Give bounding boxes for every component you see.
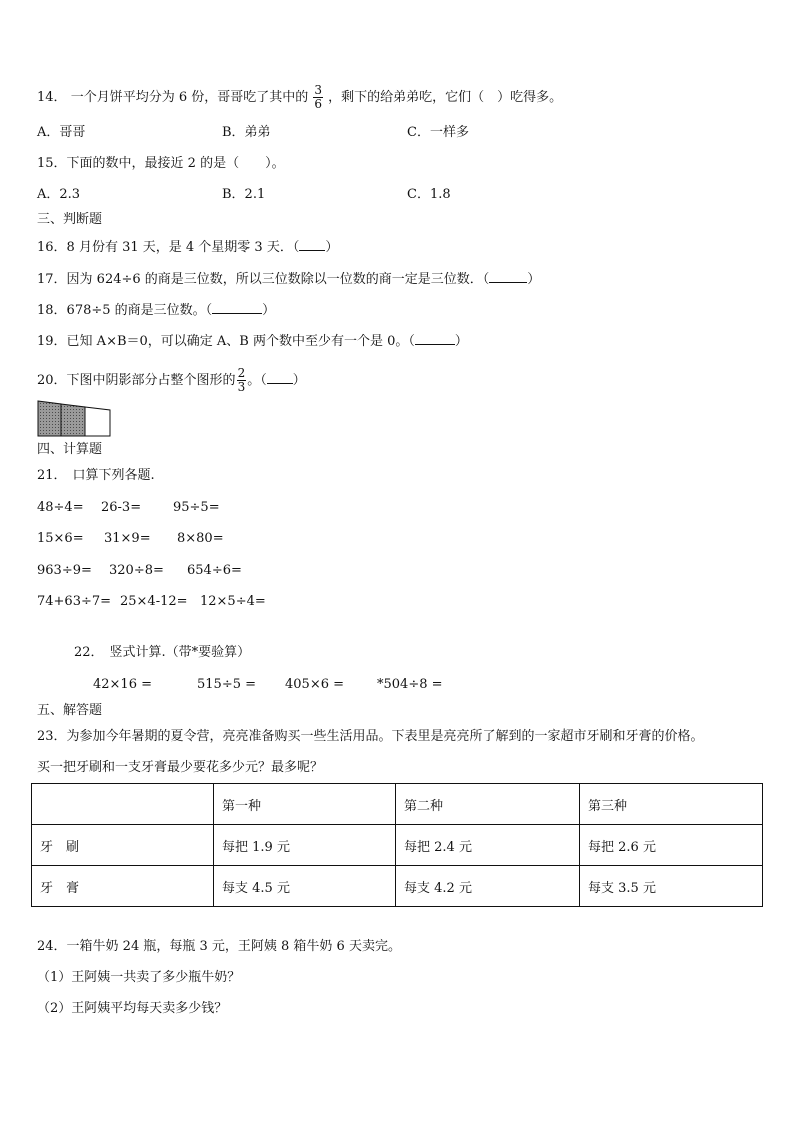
bracket-close: ） bbox=[454, 334, 468, 349]
shaded-trapezoid-figure bbox=[37, 400, 113, 438]
table-row-label: 牙 刷 bbox=[32, 825, 214, 866]
table-cell: 每把 1.9 元 bbox=[214, 825, 396, 866]
question-text: 因为 624÷6 的商是三位数，所以三位数除以一位数的商一定是三位数．（ bbox=[66, 272, 490, 287]
table-row bbox=[32, 866, 763, 907]
option-b[interactable]: B．弟弟 bbox=[222, 125, 271, 140]
oral-calc-item: 654÷6= bbox=[187, 563, 242, 578]
oral-calc-item: 74+63÷7= bbox=[37, 594, 112, 609]
table-row-label: 牙 膏 bbox=[32, 866, 214, 907]
question-number: 19． bbox=[37, 334, 67, 349]
question-text: 已知 A×B＝0，可以确定 A、B 两个数中至少有一个是 0。（ bbox=[66, 334, 415, 349]
question-text: 678÷5 的商是三位数。（ bbox=[66, 303, 213, 318]
answer-blank[interactable] bbox=[299, 238, 325, 251]
fraction-numerator: 3 bbox=[314, 83, 323, 97]
table-cell: 每支 4.5 元 bbox=[214, 866, 396, 907]
bracket-close: ） bbox=[292, 373, 306, 388]
oral-calc-item: 12×5÷4= bbox=[200, 594, 266, 609]
oral-calc-item: 26-3= bbox=[101, 500, 142, 515]
question-number: 16． bbox=[37, 240, 67, 255]
bracket-close: ） bbox=[527, 272, 541, 287]
oral-calc-item: 320÷8= bbox=[109, 563, 164, 578]
fraction-three-sixths bbox=[313, 84, 323, 111]
question-17 bbox=[37, 270, 540, 289]
section-heading-judgement: 三、判断题 bbox=[37, 212, 103, 227]
table-header: 第一种 bbox=[214, 784, 396, 825]
question-20 bbox=[37, 367, 306, 394]
oral-calc-item: 15×6= bbox=[37, 531, 84, 546]
shaded-part-2 bbox=[61, 404, 85, 436]
table-cell: 每支 3.5 元 bbox=[580, 866, 763, 907]
question-23 bbox=[37, 728, 704, 746]
question-text: 为参加今年暑期的夏令营，亮亮准备购买一些生活用品。下表里是亮亮所了解到的一家超市牙刷和牙膏的价格。 bbox=[66, 729, 704, 744]
question-text: 竖式计算.（带*要验算） bbox=[109, 645, 251, 660]
question-18 bbox=[37, 301, 275, 320]
answer-blank[interactable] bbox=[212, 301, 262, 314]
table-cell bbox=[32, 784, 214, 825]
question-14 bbox=[37, 84, 562, 111]
vertical-calc-item: 515÷5 = bbox=[197, 677, 257, 692]
table-header-row bbox=[32, 784, 763, 825]
option-c[interactable]: C．一样多 bbox=[407, 125, 469, 140]
fraction-denominator: 6 bbox=[314, 97, 323, 111]
question-text: 一箱牛奶 24 瓶，每瓶 3 元，王阿姨 8 箱牛奶 6 天卖完。 bbox=[66, 939, 401, 954]
option-a[interactable]: A．哥哥 bbox=[37, 125, 86, 140]
oral-calc-item: 48÷4= bbox=[37, 500, 84, 515]
answer-blank[interactable] bbox=[267, 371, 293, 384]
option-c[interactable]: C．1.8 bbox=[407, 187, 451, 202]
table-cell: 每支 4.2 元 bbox=[396, 866, 580, 907]
question-text: ，剩下的给弟弟吃，它们（ ）吃得多。 bbox=[328, 90, 563, 105]
bracket-close: ） bbox=[262, 303, 276, 318]
question-23-line-2: 买一把牙刷和一支牙膏最少要花多少元？最多呢？ bbox=[37, 760, 324, 775]
unshaded-part bbox=[85, 407, 110, 436]
fraction-numerator: 2 bbox=[237, 366, 246, 380]
oral-calc-item: 95÷5= bbox=[173, 500, 220, 515]
oral-calc-item: 8×80= bbox=[177, 531, 224, 546]
table-cell: 每把 2.4 元 bbox=[396, 825, 580, 866]
question-number: 18． bbox=[37, 303, 67, 318]
option-b[interactable]: B．2.1 bbox=[222, 187, 266, 202]
fraction-denominator: 3 bbox=[237, 380, 246, 394]
table-row bbox=[32, 825, 763, 866]
question-22 bbox=[74, 644, 250, 662]
question-number: 14． bbox=[37, 90, 67, 105]
vertical-calc-item: 405×6 = bbox=[285, 677, 345, 692]
question-text: 8 月份有 31 天，是 4 个星期零 3 天．（ bbox=[66, 240, 300, 255]
section-heading-word-problems: 五、解答题 bbox=[37, 703, 103, 718]
question-number: 22． bbox=[74, 645, 104, 660]
vertical-calc-item: 42×16 = bbox=[93, 677, 153, 692]
question-text: 下面的数中，最接近 2 的是（ ）。 bbox=[66, 156, 285, 171]
table-header: 第三种 bbox=[580, 784, 763, 825]
table-header: 第二种 bbox=[396, 784, 580, 825]
shaded-part-1 bbox=[38, 401, 61, 436]
question-number: 15． bbox=[37, 156, 67, 171]
bracket-close: ） bbox=[325, 240, 339, 255]
table-cell: 每把 2.6 元 bbox=[580, 825, 763, 866]
question-number: 21． bbox=[37, 468, 67, 483]
fraction-two-thirds bbox=[237, 367, 247, 394]
sub-question-1: （1）王阿姨一共卖了多少瓶牛奶？ bbox=[37, 970, 241, 985]
oral-calc-item: 25×4-12= bbox=[120, 594, 188, 609]
question-19 bbox=[37, 332, 468, 351]
answer-blank[interactable] bbox=[489, 270, 527, 283]
oral-calc-item: 31×9= bbox=[104, 531, 151, 546]
question-number: 24． bbox=[37, 939, 67, 954]
question-text: 一个月饼平均分为 6 份，哥哥吃了其中的 bbox=[70, 90, 309, 105]
sub-question-2: （2）王阿姨平均每天卖多少钱？ bbox=[37, 1001, 228, 1016]
question-21 bbox=[37, 467, 155, 485]
question-number: 17． bbox=[37, 272, 67, 287]
question-text: 。（ bbox=[247, 373, 267, 388]
question-number: 23． bbox=[37, 729, 67, 744]
price-table bbox=[31, 783, 763, 907]
section-heading-calculation: 四、计算题 bbox=[37, 442, 103, 457]
question-24 bbox=[37, 938, 401, 956]
question-15 bbox=[37, 155, 285, 173]
oral-calc-item: 963÷9= bbox=[37, 563, 92, 578]
option-a[interactable]: A．2.3 bbox=[37, 187, 81, 202]
question-number: 20． bbox=[37, 373, 67, 388]
vertical-calc-item: *504÷8 = bbox=[377, 677, 443, 692]
question-16 bbox=[37, 238, 338, 257]
question-text: 口算下列各题. bbox=[72, 468, 155, 483]
answer-blank[interactable] bbox=[415, 332, 455, 345]
question-text: 下图中阴影部分占整个图形的 bbox=[66, 373, 236, 388]
